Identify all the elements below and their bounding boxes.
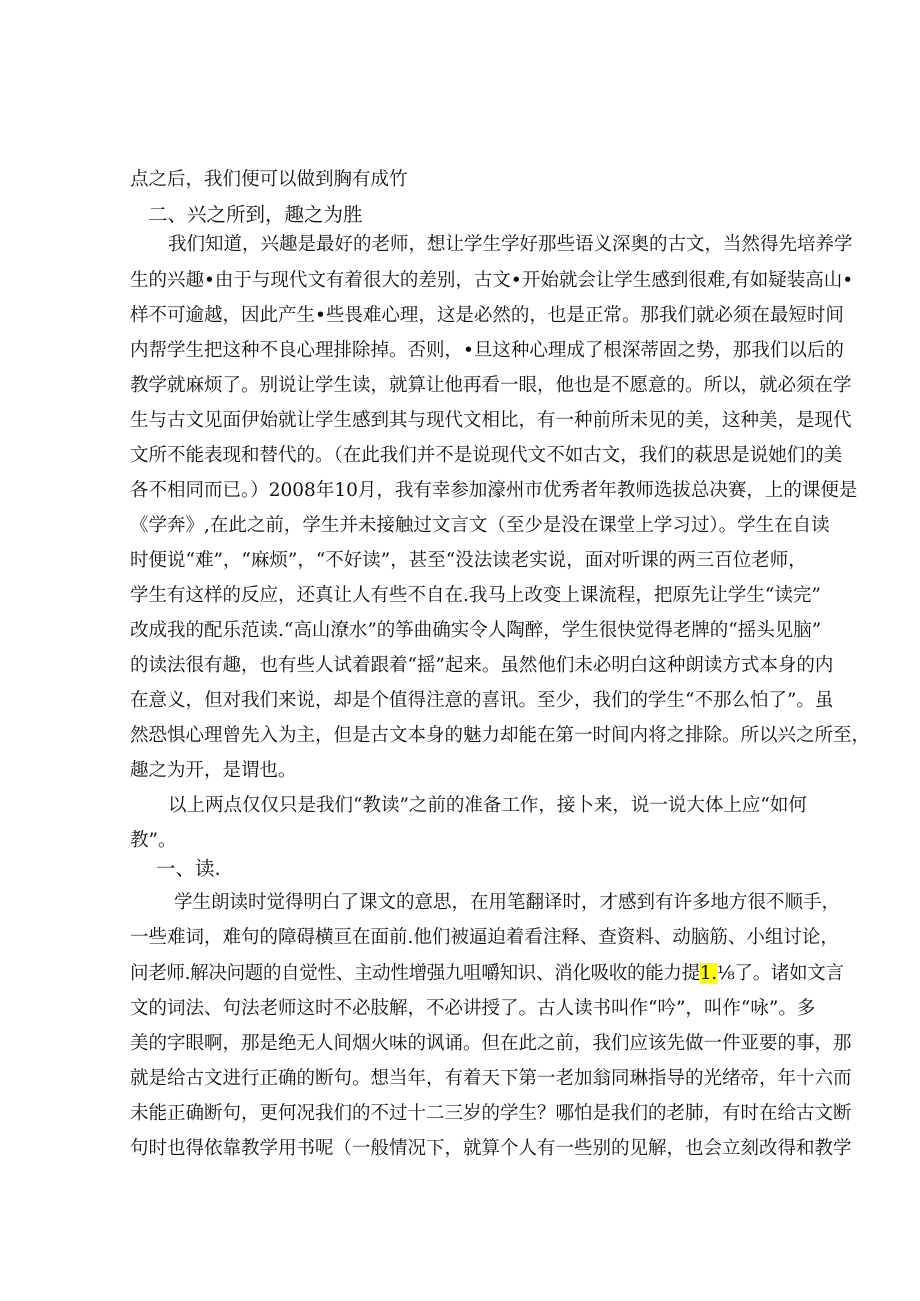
paragraph-line: 趣之为开，是谓也。 [130,760,297,781]
paragraph-line: 以上两点仅仅只是我们“教读”之前的准备工作，接卜来，说一说大体上应“如何 [168,795,807,816]
line-text-start: 问老师.解决问题的自觉性、主动性增强九咀嚼知识、消化吸收的能力提 [130,963,700,984]
paragraph-line: 《学奔》,在此之前，学生并未接触过文言文（至少是没在课堂上学习过）。学生在自读 [130,515,830,536]
highlighted-text: 1. [699,963,717,984]
paragraph-line: 生的兴趣•由于与现代文有着很大的差别，古文•开始就会让学生感到很难,有如疑装高山• [130,270,854,291]
paragraph-line: 学生朗读时觉得明白了课文的意思，在用笔翻译时，才感到有许多地方很不顺手， [174,892,841,913]
line-text-end: ⅛了。诸如文言 [716,963,844,984]
paragraph-line: 各不相同而已。）2008年10月，我有幸参加濠州市优秀者年教师选拔总决赛，上的课便是 [130,480,858,501]
paragraph-line [130,962,844,986]
section-heading-1: 一、读. [156,857,221,880]
paragraph-line: 文的词法、句法老师这时不必肢解，不必讲授了。古人读书叫作“吟”，叫作“咏”。多 [130,998,816,1019]
paragraph-line: 学生有这样的反应，还真让人有些不自在.我马上改变上课流程，把原先让学生“读完” [130,585,821,606]
paragraph-line: 教学就麻烦了。别说让学生读，就算让他再看一眼，他也是不愿意的。所以，就必须在学 [130,375,852,396]
paragraph-line: 一些难词，难句的障碍横亘在面前.他们被逼迫着看注释、查资料、动脑筋、小组讨论， [130,927,839,948]
line-text [130,962,844,986]
paragraph-line: 未能正确断句，更何况我们的不过十二三岁的学生？哪怕是我们的老肺，有时在给古文断 [130,1103,852,1124]
paragraph-line: 生与古文见面伊始就让学生感到其与现代文相比，有一种前所未见的美，这种美，是现代 [130,410,852,431]
paragraph-line: 的读法很有趣，也有些人试着跟着“摇”起来。虽然他们未必明白这种朗读方式本身的内 [130,655,834,676]
paragraph-line: 我们知道，兴趣是最好的老师，想让学生学好那些语义深奥的古文，当然得先培养学 [168,234,853,255]
paragraph-line: 时便说“难”，“麻烦”，“不好读”，甚至“没法读老实说，面对听课的两三百位老师， [130,550,807,571]
paragraph-line: 样不可逾越，因此产生•些畏难心理，这是必然的，也是正常。那我们就必须在最短时间 [130,305,844,326]
paragraph-line: 教”。 [130,830,177,851]
paragraph-line: 然恐惧心理曾先入为主，但是古文本身的魅力却能在第一时间内将之排除。所以兴之所至， [130,725,871,746]
paragraph-line: 改成我的配乐范读.“高山潦水”的筝曲确实令人陶醉，学生很快觉得老牌的“摇头见脑” [130,620,822,641]
paragraph-line: 内帮学生把这种不良心理排除掉。否则，•旦这种心理成了根深蒂固之势，那我们以后的 [130,340,844,361]
paragraph-line: 点之后，我们便可以做到胸有成竹 [130,169,408,190]
paragraph-line: 在意义，但对我们来说，却是个值得注意的喜讯。至少，我们的学生“不那么怕了”。虽 [130,690,834,711]
paragraph-line: 就是给古文进行正确的断句。想当年，有着天下第一老加翁同琳指导的光绪帝，年十六而 [130,1068,852,1089]
section-heading-2: 二、兴之所到，趣之为胜 [148,203,363,226]
paragraph-line: 美的字眼啊，那是绝无人间烟火味的讽诵。但在此之前，我们应该先做一件亚要的事，那 [130,1033,852,1054]
paragraph-line: 句时也得依靠教学用书呢（一般情况下，就算个人有一些别的见解，也会立刻改得和教学 [130,1138,852,1159]
paragraph-line: 文所不能表现和替代的。（在此我们并不是说现代文不如古文，我们的萩思是说她们的美 [130,445,843,466]
